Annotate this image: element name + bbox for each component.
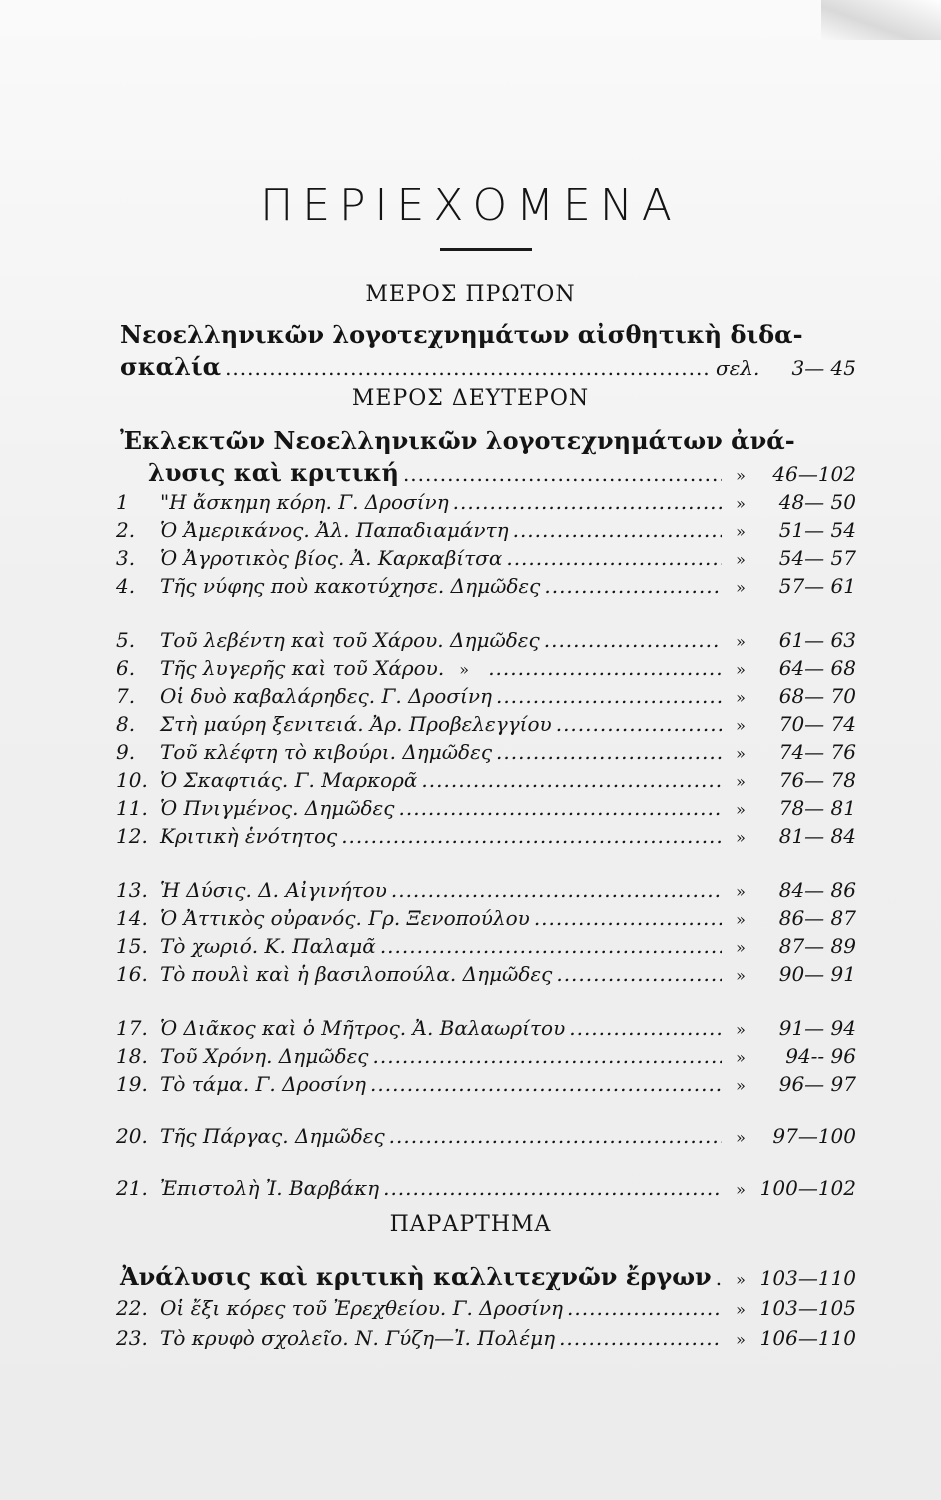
entry-pages: 90— 91	[778, 962, 856, 986]
toc-entry	[116, 906, 856, 934]
leader-dots	[391, 878, 722, 902]
leader-dots	[513, 518, 722, 542]
entry-title: Στὴ μαύρη ξενιτειά. Ἀρ. Προβελεγγίου	[160, 712, 552, 736]
toc-entry	[116, 1072, 856, 1100]
appendix-section-row	[120, 1262, 856, 1290]
leader-dots	[567, 1296, 722, 1320]
entry-pages: 84— 86	[778, 878, 856, 902]
part1-heading: ΜΕΡΟΣ ΠΡΩΤΟΝ	[365, 282, 576, 307]
ditto-mark: »	[736, 660, 746, 679]
toc-entry	[116, 518, 856, 546]
entry-pages: 76— 78	[778, 768, 856, 792]
leader-dots	[341, 824, 722, 848]
entry-pages: 103—105	[759, 1296, 856, 1320]
ditto-mark: »	[736, 466, 746, 485]
title-rule	[440, 248, 532, 251]
toc-entry	[116, 684, 856, 712]
leader-dots	[556, 962, 722, 986]
leader-dots	[496, 684, 722, 708]
toc-entry	[116, 1016, 856, 1044]
ditto-mark: »	[736, 966, 746, 985]
ditto-mark: »	[736, 938, 746, 957]
entry-pages: 94-- 96	[785, 1044, 856, 1068]
ditto-mark: »	[736, 1020, 746, 1039]
leader-dots	[544, 628, 722, 652]
toc-entry	[116, 574, 856, 602]
entry-number: 13.	[116, 878, 148, 902]
entry-number: 10.	[116, 768, 148, 792]
leader-dots	[496, 740, 722, 764]
entry-title: Τοῦ λεβέντη καὶ τοῦ Χάρου. Δημῶδες	[160, 628, 540, 652]
leader-dots	[421, 768, 722, 792]
entry-pages: 57— 61	[778, 574, 856, 598]
leader-dots	[453, 490, 722, 514]
sel-label: σελ.	[716, 356, 760, 380]
toc-entry	[116, 962, 856, 990]
entry-number: 20.	[116, 1124, 148, 1148]
entry-number: 2.	[116, 518, 136, 542]
entry-title: Ἐπιστολὴ Ἰ. Βαρβάκη	[160, 1176, 380, 1200]
appendix-heading: ΠΑΡΑΡΤΗΜΑ	[389, 1212, 552, 1237]
ditto-mark: »	[736, 494, 746, 513]
entry-number: 12.	[116, 824, 148, 848]
ditto-mark: »	[459, 660, 470, 679]
ditto-mark: »	[736, 1270, 746, 1289]
entry-pages: 70— 74	[778, 712, 856, 736]
entry-number: 23.	[116, 1326, 148, 1350]
leader-dots	[389, 1124, 722, 1148]
entry-pages: 61— 63	[778, 628, 856, 652]
toc-entry	[116, 768, 856, 796]
entry-pages: 81— 84	[778, 824, 856, 848]
entry-number: 14.	[116, 906, 148, 930]
toc-entry	[116, 1124, 856, 1152]
entry-pages: 78— 81	[778, 796, 856, 820]
ditto-mark: »	[736, 882, 746, 901]
part2-section-line2: λυσις καὶ κριτική	[148, 458, 399, 487]
entry-number: 16.	[116, 962, 148, 986]
toc-entry	[116, 878, 856, 906]
leader-dots	[399, 796, 723, 820]
entry-title: Τῆς Πάργας. Δημῶδες	[160, 1124, 385, 1148]
entry-title: Οἱ ἔξι κόρες τοῦ Ἐρεχθείου. Γ. Δροσίνη	[160, 1296, 564, 1320]
toc-entry	[116, 1326, 856, 1354]
leader-dots	[544, 574, 722, 598]
ditto-mark: »	[736, 550, 746, 569]
toc-entry	[116, 796, 856, 824]
entry-title: Ἡ Δύσις. Δ. Αἰγινήτου	[160, 878, 387, 902]
entry-number: 18.	[116, 1044, 148, 1068]
part1-section-line1: Νεοελληνικῶν λογοτεχνημάτων αἰσθητικὴ διδα-	[120, 320, 803, 349]
ditto-mark: »	[736, 1048, 746, 1067]
entry-title: Κριτικὴ ἑνότητος	[160, 824, 338, 848]
ditto-mark: »	[736, 578, 746, 597]
appendix-pages: 103—110	[759, 1266, 856, 1290]
entry-number: 17.	[116, 1016, 148, 1040]
toc-entry	[116, 546, 856, 574]
entry-title: Οἱ δυὸ καβαλάρηδες. Γ. Δροσίνη	[160, 684, 492, 708]
part1-pages: 3— 45	[791, 356, 856, 380]
part1-section-row	[120, 352, 856, 380]
entry-pages: 64— 68	[778, 656, 856, 680]
ditto-mark: »	[736, 1330, 746, 1349]
entry-number: 21.	[116, 1176, 148, 1200]
entry-title: Ὁ Σκαφτιάς. Γ. Μαρκορᾶ	[160, 768, 418, 792]
entry-title: Ὁ Ἀττικὸς οὐρανός. Γρ. Ξενοπούλου	[160, 906, 530, 930]
entry-pages: 96— 97	[778, 1072, 856, 1096]
entry-title: Ὁ Πνιγμένος. Δημῶδες	[160, 796, 395, 820]
ditto-mark: »	[736, 772, 746, 791]
entry-pages: 51— 54	[778, 518, 856, 542]
entry-title: Τὸ χωριό. Κ. Παλαμᾶ	[160, 934, 376, 958]
entry-pages: 100—102	[759, 1176, 856, 1200]
leader-dots	[373, 1044, 723, 1068]
ditto-mark: »	[736, 522, 746, 541]
toc-entry	[116, 490, 856, 518]
leader-dots	[506, 546, 722, 570]
entry-pages: 86— 87	[778, 906, 856, 930]
entry-pages: 54— 57	[778, 546, 856, 570]
toc-entry	[116, 1296, 856, 1324]
toc-entry	[116, 740, 856, 768]
entry-title: Τοῦ κλέφτη τὸ κιβούρι. Δημῶδες	[160, 740, 493, 764]
entry-number: 1	[116, 490, 129, 514]
entry-number: 3.	[116, 546, 136, 570]
toc-entry	[116, 934, 856, 962]
part2-heading: ΜΕΡΟΣ ΔΕΥΤΕΡΟΝ	[351, 386, 590, 411]
ditto-mark: »	[736, 1300, 746, 1319]
part2-pages: 46—102	[772, 462, 856, 486]
ditto-mark: »	[736, 744, 746, 763]
entry-number: 8.	[116, 712, 136, 736]
entry-title: Τῆς λυγερῆς καὶ τοῦ Χάρου.	[160, 656, 445, 680]
toc-entry	[116, 656, 856, 684]
part2-section-line1: Ἐκλεκτῶν Νεοελληνικῶν λογοτεχνημάτων ἀνά-	[120, 426, 795, 455]
toc-entry	[116, 824, 856, 852]
entry-title: "Η ἄσκημη κόρη. Γ. Δροσίνη	[160, 490, 449, 514]
entry-number: 5.	[116, 628, 136, 652]
entry-title: Τῆς νύφης ποὺ κακοτύχησε. Δημῶδες	[160, 574, 541, 598]
entry-pages: 68— 70	[778, 684, 856, 708]
leader-dots	[559, 1326, 722, 1350]
leader-dots	[556, 712, 722, 736]
page-title: ΠΕΡΙΕΧΟΜΕΝΑ	[260, 180, 681, 231]
appendix-section-line: Ἀνάλυσις καὶ κριτικὴ καλλιτεχνῶν ἔργων	[120, 1262, 712, 1291]
entry-title: Τὸ τάμα. Γ. Δροσίνη	[160, 1072, 366, 1096]
toc-entry	[116, 628, 856, 656]
entry-pages: 97—100	[772, 1124, 856, 1148]
ditto-mark: »	[736, 1128, 746, 1147]
entry-pages: 74— 76	[778, 740, 856, 764]
leader-dots	[569, 1016, 722, 1040]
entry-number: 19.	[116, 1072, 148, 1096]
leader-dots	[403, 462, 722, 486]
leader-dots	[225, 356, 712, 380]
part2-section-row	[148, 458, 856, 486]
ditto-mark: »	[736, 688, 746, 707]
entry-number: 22.	[116, 1296, 148, 1320]
entry-title: Ὁ Ἀγροτικὸς βίος. Ἀ. Καρκαβίτσα	[160, 546, 503, 570]
entry-pages: 91— 94	[778, 1016, 856, 1040]
toc-entry	[116, 1176, 856, 1204]
entry-title: Τοῦ Χρόνη. Δημῶδες	[160, 1044, 369, 1068]
entry-title: Ὁ Ἀμερικάνος. Ἀλ. Παπαδιαμάντη	[160, 518, 509, 542]
part1-section-line2: σκαλία	[120, 352, 222, 381]
ditto-mark: »	[736, 910, 746, 929]
toc-entry	[116, 712, 856, 740]
ditto-mark: »	[736, 632, 746, 651]
entry-pages: 87— 89	[778, 934, 856, 958]
entry-number: 11.	[116, 796, 148, 820]
entry-number: 9.	[116, 740, 136, 764]
entry-title: Ὁ Διᾶκος καὶ ὁ Μῆτρος. Ἀ. Βαλαωρίτου	[160, 1016, 566, 1040]
ditto-mark: »	[736, 1180, 746, 1199]
entry-title: Τὸ πουλὶ καὶ ἡ βασιλοπούλα. Δημῶδες	[160, 962, 553, 986]
leader-dots	[370, 1072, 722, 1096]
ditto-mark: »	[736, 716, 746, 735]
entry-pages: 106—110	[759, 1326, 856, 1350]
leader-dots	[383, 1176, 722, 1200]
leader-dots	[488, 656, 722, 680]
leader-dots	[380, 934, 722, 958]
ditto-mark: »	[736, 828, 746, 847]
entry-number: 4.	[116, 574, 136, 598]
leader-dots	[716, 1266, 722, 1290]
ditto-mark: »	[736, 1076, 746, 1095]
leader-dots	[534, 906, 722, 930]
entry-number: 15.	[116, 934, 148, 958]
torn-corner	[821, 0, 941, 40]
entry-title: Τὸ κρυφὸ σχολεῖο. Ν. Γύζη—Ἰ. Πολέμη	[160, 1326, 556, 1350]
entry-number: 6.	[116, 656, 136, 680]
toc-entry	[116, 1044, 856, 1072]
entry-pages: 48— 50	[778, 490, 856, 514]
ditto-mark: »	[736, 800, 746, 819]
entry-number: 7.	[116, 684, 136, 708]
